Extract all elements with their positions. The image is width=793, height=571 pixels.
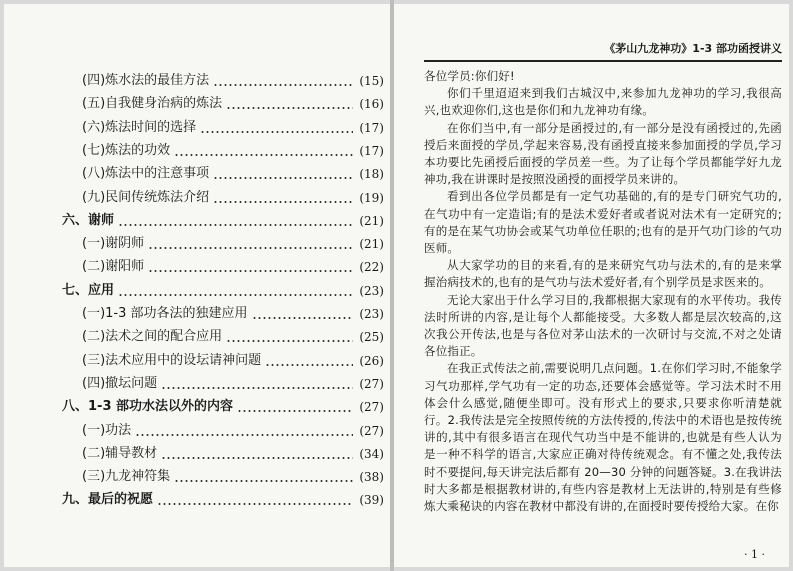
toc-leader-dots (237, 396, 353, 418)
toc-entry-page: (39) (359, 493, 384, 508)
toc-entry-label: (二)法术之间的配合应用 (82, 329, 223, 345)
paragraph: 无论大家出于什么学习目的,我都根据大家现有的水平传功。我传法时所讲的内容,是让每个人都能接受。大多数人都是层次较高的,这次我公开传法,也是与各位对茅山法术的一次研讨与交流,不对之处请各位指正。 (424, 292, 782, 359)
toc-entry-page: (19) (359, 190, 384, 205)
toc-leader-dots (157, 489, 353, 511)
toc-leader-dots (265, 350, 353, 372)
toc-entry-label: 七、应用 (62, 282, 115, 298)
toc-entry (4, 117, 384, 139)
toc-entry-label: (五)自我健身治病的炼法 (82, 96, 223, 112)
toc-entry-page: (23) (359, 283, 384, 298)
toc-entry-page: (27) (359, 376, 384, 391)
toc-entry (4, 210, 384, 232)
toc-entry-label: (三)九龙神符集 (82, 469, 171, 485)
toc-entry-page: (23) (359, 307, 384, 321)
toc-entry-page: (17) (359, 120, 384, 135)
paragraph: 从大家学功的目的来看,有的是来研究气功与法术的,有的是来掌握治病技术的,也有的是气功与法术爱好者,有个别学员是求医来的。 (424, 258, 782, 290)
toc-entry (4, 256, 384, 278)
paragraph: 看到出各位学员都是有一定气功基础的,有的是专门研究气功的,在气功中有一定造诣;有的是法术爱好者或者说对法术有一定研究的;有的是在某气功协会或某气功单位任职的;也有的是开气功门诊的气功医师。 (424, 189, 782, 256)
toc-entry-label: (六)炼法时间的选择 (82, 119, 197, 135)
paragraph: 你们千里迢迢来到我们古城汉中,来参加九龙神功的学习,我很高兴,也欢迎你们,这也是你们和九龙神功有缘。 (424, 86, 782, 118)
toc-entry-label: (二)辅导教材 (82, 445, 158, 461)
toc-entry (4, 93, 384, 115)
paragraph: 在我正式传法之前,需要说明几点问题。1.在你们学习时,不能象学习气功那样,学气功有一定的功态,还要体会感觉等。学习法术时不用体会什么感觉,随便坐即可。没有形式上的要求,只要求你听清楚就行。2.我传法是完全按照传统的方法传授的,传法中的术语也是按传统讲的,其中有很多语言在现代气功当中是不能讲的,也就是有些人认为是一种不科学的语言,大家应正确对待传统观念。有不懂之处,我传法时不要提问,每天讲完法后都有 20—30 分钟的问题答疑。3.在我讲法时大多都是根据教材讲的,有些内容是教材上无法讲的,特别是有些修炼大乘秘诀的内容在教材中都没有讲的,在面授时要传授给大家。在你 (424, 361, 782, 514)
toc-entry-page: (25) (359, 330, 384, 345)
right-page-lecture (394, 4, 789, 567)
toc-leader-dots (213, 70, 353, 92)
toc-entry-label: (九)民间传统炼法介绍 (82, 189, 210, 205)
toc-entry (4, 373, 384, 395)
toc-leader-dots (161, 443, 353, 465)
toc-entry-label: (一)1-3 部功各法的独建应用 (82, 306, 248, 321)
toc-leader-dots (135, 420, 353, 442)
toc-entry-label: (一)功法 (82, 422, 132, 438)
greeting: 各位学员:你们好! (424, 69, 515, 83)
page-number: · 1 · (744, 548, 765, 561)
toc-leader-dots (200, 117, 353, 139)
toc-entry-page: (27) (359, 400, 384, 415)
toc-entry-page: (21) (359, 213, 384, 228)
toc-entry-label: 八、1-3 部功水法以外的内容 (62, 399, 234, 415)
toc-entry-page: (27) (359, 423, 384, 438)
toc-entry (4, 163, 384, 185)
toc-leader-dots (174, 466, 353, 488)
toc-entry-label: (三)法术应用中的设坛请神问题 (82, 352, 262, 368)
toc-leader-dots (118, 280, 353, 302)
toc-leader-dots (148, 233, 353, 255)
left-page-toc (4, 4, 390, 567)
toc-entry-page: (17) (359, 143, 384, 158)
toc-entry-page: (15) (359, 74, 384, 88)
toc-entry (4, 280, 384, 302)
toc-leader-dots (252, 303, 353, 325)
toc-entry (4, 443, 384, 465)
toc-entry (4, 420, 384, 442)
toc-entry-label: 六、谢师 (62, 212, 115, 228)
toc-entry (4, 466, 384, 488)
toc-entry-label: (一)谢阴师 (82, 236, 145, 252)
toc-leader-dots (213, 187, 353, 209)
toc-entry (4, 326, 384, 348)
toc-entry-page: (22) (359, 260, 384, 275)
toc-leader-dots (213, 163, 353, 185)
toc-entry-label: (八)炼法中的注意事项 (82, 166, 210, 182)
toc-entry (4, 303, 384, 325)
toc-entry (4, 396, 384, 418)
toc-entry-page: (16) (359, 97, 384, 112)
toc-leader-dots (148, 256, 353, 278)
toc-entry-page: (34) (359, 446, 384, 461)
toc-entry (4, 233, 384, 255)
toc-entry (4, 140, 384, 162)
toc-entry (4, 350, 384, 372)
toc-entry-page: (18) (359, 167, 384, 182)
toc-entry-page: (26) (359, 353, 384, 368)
toc-entry (4, 70, 384, 92)
toc-entry-page: (38) (359, 470, 384, 485)
toc-leader-dots (226, 326, 353, 348)
toc-entry-label: (七)炼法的功效 (82, 142, 171, 158)
toc-entry-label: (四)炼水法的最佳方法 (82, 73, 210, 88)
toc-entry-label: (二)谢阳师 (82, 259, 145, 275)
toc-entry-label: 九、最后的祝愿 (62, 492, 154, 508)
toc-entry-page: (21) (359, 237, 384, 252)
toc-entry (4, 187, 384, 209)
toc-leader-dots (118, 210, 353, 232)
toc-entry (4, 489, 384, 511)
running-head: 《茅山九龙神功》1-3 部功函授讲义 (424, 40, 782, 62)
toc-entry-label: (四)撤坛问题 (82, 375, 158, 391)
paragraph: 在你们当中,有一部分是函授过的,有一部分是没有函授过的,先函授后来面授的学员,学起来容易,没有函授直接来参加面授的学员,学习本功要比先函授后面授的学员差一些。为了让每个学员都能学好九龙神功,我在讲课时是按照没函授的面授学员来讲的。 (424, 120, 782, 187)
toc-leader-dots (161, 373, 353, 395)
toc-leader-dots (174, 140, 353, 162)
lecture-body (424, 68, 782, 515)
toc-leader-dots (226, 93, 353, 115)
